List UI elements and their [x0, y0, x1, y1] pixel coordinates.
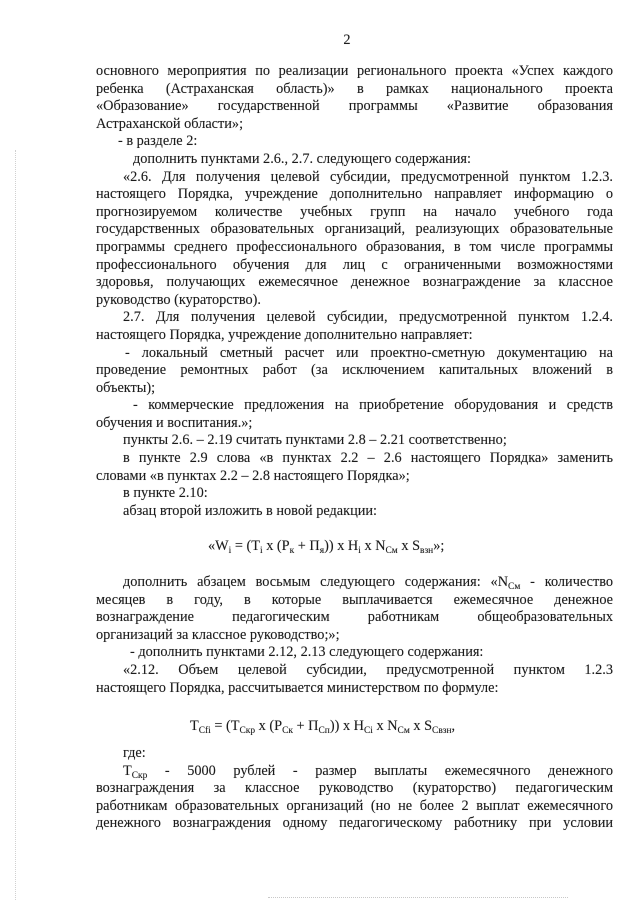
text-line: работникам образовательных организаций (но не более 2 выплат ежемесячного [96, 797, 613, 814]
text-segment: T [123, 762, 132, 779]
text-line: организаций за классное руководство;»; [96, 626, 340, 643]
formula-part: , [451, 717, 456, 734]
text-line: «2.6. Для получения целевой субсидии, предусмотренной пунктом 1.2.3. [123, 168, 613, 185]
formula-part: = (T [231, 538, 260, 555]
text-line: «2.12. Объем целевой субсидии, предусмотренной пунктом 1.2.3 [123, 661, 613, 678]
text-line: дополнить пунктами 2.6., 2.7. следующего содержания: [133, 150, 471, 167]
formula-w [96, 538, 613, 556]
text-line: прогнозируемом количестве учебных групп на начало учебного года [96, 203, 613, 220]
text-line: настоящего Порядка, учреждение дополнительно направляет информацию о [96, 186, 613, 203]
formula-part: x S [397, 538, 421, 555]
text-line: обучения и воспитания.»; [96, 414, 253, 431]
text-line: профессионального обучения для лиц с ограниченными возможностями [96, 256, 613, 273]
text-line: пункты 2.6. – 2.19 считать пунктами 2.8 – 2.21 соответственно; [123, 432, 507, 449]
subscript: Сi [364, 725, 373, 736]
subscript: Свзн [432, 725, 452, 736]
subscript: я [319, 545, 325, 556]
formula-part: + П [294, 538, 320, 555]
document-body [96, 63, 613, 833]
text-line: - в разделе 2: [118, 133, 198, 150]
text-line: ребенка (Астраханская область)» в рамках национального проекта [96, 80, 613, 97]
formula-part: x (P [255, 717, 283, 734]
formula-part: x N [360, 538, 386, 555]
formula-part: + П [292, 717, 319, 734]
text-line: - коммерческие предложения на приобретение оборудования и средств [133, 397, 613, 414]
text-line: 2.7. Для получения целевой субсидии, предусмотренной пунктом 1.2.4. [123, 309, 613, 326]
subscript: См [508, 581, 521, 592]
formula-part: T [190, 717, 199, 734]
text-line: месяцев в году, в которые выплачивается ежемесячное денежное [96, 591, 613, 608]
subscript: к [289, 545, 295, 556]
text-line: проведение ремонтных работ (за исключением капитальных вложений в [96, 362, 613, 379]
text-line: абзац второй изложить в новой редакции: [123, 502, 378, 519]
subscript: Сп [318, 725, 330, 736]
subscript: Cfi [198, 725, 211, 736]
text-line: объекты); [96, 379, 156, 396]
subscript: Ск [282, 725, 293, 736]
text-line: «Образование» государственной программы «Развитие образования [96, 98, 613, 115]
text-line: вознаграждение педагогическим работникам общеобразовательных [96, 609, 613, 626]
formula-part: »; [433, 538, 445, 555]
subscript: i [358, 545, 361, 556]
text-line: здоровья, получающих ежемесячное денежное вознаграждение за классное [96, 274, 613, 291]
scan-edge-line [15, 150, 16, 900]
formula-part: x S [409, 717, 433, 734]
subscript: взн [420, 545, 434, 556]
text-line: вознаграждения за классное руководство (кураторство) педагогическим [96, 780, 613, 797]
text-line: основного мероприятия по реализации регионального проекта «Успех каждого [96, 63, 613, 79]
text-line: в пункте 2.10: [123, 485, 208, 502]
page-number: 2 [343, 32, 351, 48]
text-line: Астраханской области»; [96, 115, 244, 132]
formula-part: «W [208, 538, 229, 555]
formula-part: )) x H [329, 717, 364, 734]
text-line: - локальный сметный расчет или проектно-сметную документацию на [125, 344, 613, 361]
text-line: в пункте 2.9 слова «в пунктах 2.2 – 2.6 настоящего Порядка» заменить [123, 450, 613, 467]
text-line: - дополнить пунктами 2.12, 2.13 следующего содержания: [130, 644, 484, 661]
subscript: См [397, 725, 410, 736]
formula-part: x N [372, 717, 398, 734]
text-line: словами «в пунктах 2.2 – 2.8 настоящего Порядка»; [96, 467, 410, 484]
text-line: руководство (кураторство). [96, 291, 261, 308]
subscript: i [260, 545, 263, 556]
text-line [96, 574, 613, 592]
text-line: настоящего Порядка, рассчитывается министерством по формуле: [96, 679, 499, 696]
subscript: См [385, 545, 398, 556]
text-line: настоящего Порядка, учреждение дополнительно направляет: [96, 326, 473, 343]
text-segment: - количество [520, 574, 613, 591]
subscript: i [228, 545, 232, 556]
text-line: денежного вознаграждения одному педагогическому работнику при условии [96, 815, 613, 832]
formula-part: = (T [210, 717, 240, 734]
text-segment: дополнить абзацем восьмым следующего содержания: «N [123, 574, 509, 591]
scan-bottom-line [268, 897, 568, 898]
text-line: где: [123, 744, 146, 761]
subscript: Скр [131, 770, 148, 781]
text-segment: - 5000 рублей - размер выплаты ежемесячного денежного [147, 762, 613, 779]
text-line: государственных образовательных организаций, реализующих образовательные [96, 221, 613, 238]
text-line [96, 763, 613, 781]
text-line: программы среднего профессионального образования, в том числе программы [96, 238, 613, 255]
subscript: Скр [239, 725, 256, 736]
formula-part: )) x H [324, 538, 359, 555]
formula-part: x (P [262, 538, 290, 555]
formula-tc [96, 718, 613, 736]
